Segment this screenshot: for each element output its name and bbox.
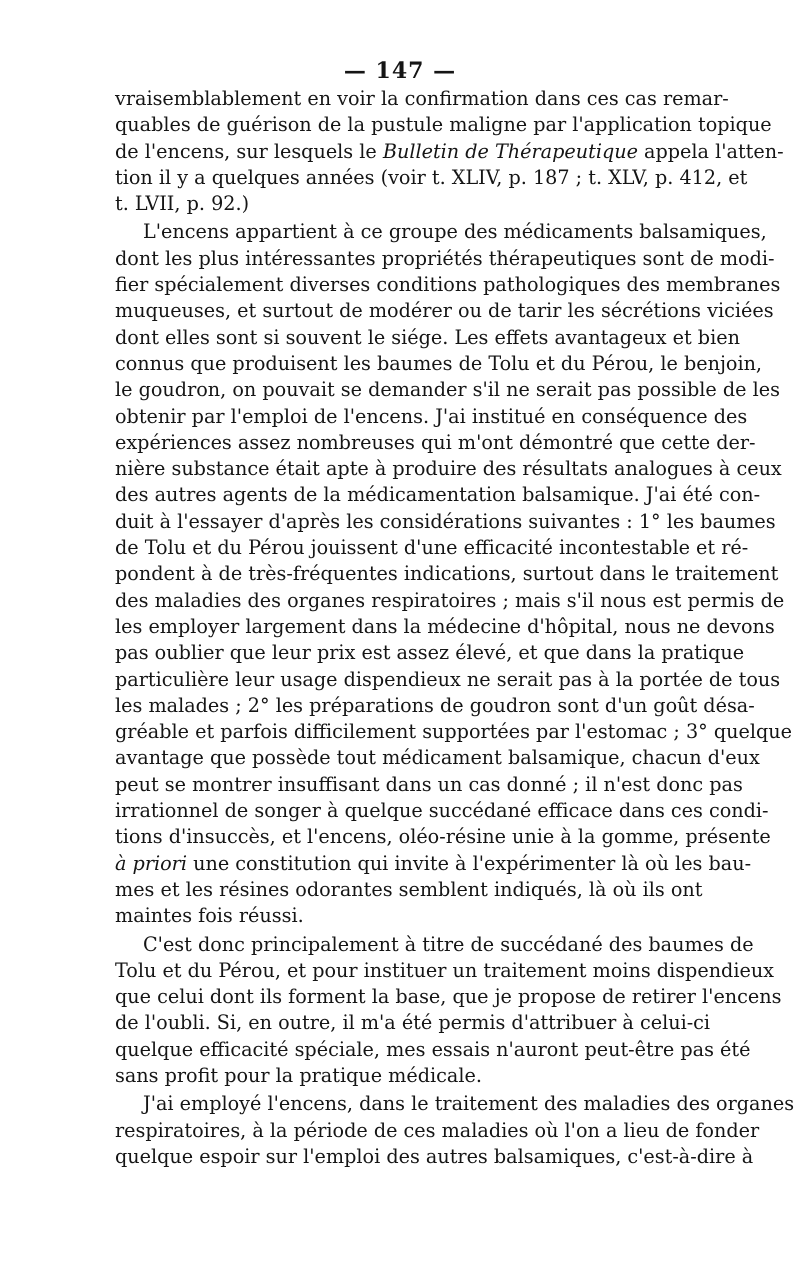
italic-text: Bulletin de Thérapeutique <box>382 139 638 163</box>
text-line: que celui dont ils forment la base, que je propose de retirer l'encens <box>115 985 782 1009</box>
body-text <box>115 86 795 1170</box>
text-line: muqueuses, et surtout de modérer ou de tarir les sécrétions viciées <box>115 299 774 323</box>
text-line: mes et les résines odorantes semblent indiqués, là où ils ont <box>115 877 703 901</box>
text-line: nière substance était apte à produire des résultats analogues à ceux <box>115 457 782 481</box>
text-run: appela l'atten- <box>637 139 784 163</box>
paragraph <box>115 1091 795 1170</box>
text-line: tion il y a quelques années (voir t. XLIV, p. 187 ; t. XLV, p. 412, et <box>115 165 748 189</box>
text-line: obtenir par l'emploi de l'encens. J'ai institué en conséquence des <box>115 404 748 428</box>
text-line: des maladies des organes respiratoires ; mais s'il nous est permis de <box>115 588 785 612</box>
paragraph <box>115 86 784 217</box>
paragraph <box>115 219 792 929</box>
text-line: connus que produisent les baumes de Tolu et du Pérou, le benjoin, <box>115 351 763 375</box>
text-line: gréable et parfois difficilement supportées par l'estomac ; 3° quelque <box>115 720 792 744</box>
text-line: J'ai employé l'encens, dans le traitement des maladies des organes <box>143 1092 795 1116</box>
text-line: les employer largement dans la médecine d'hôpital, nous ne devons <box>115 614 775 638</box>
text-line <box>115 139 784 165</box>
text-line: quelque efficacité spéciale, mes essais n'auront peut-être pas été <box>115 1037 751 1061</box>
text-line: de Tolu et du Pérou jouissent d'une efficacité incontestable et ré- <box>115 536 749 560</box>
text-line: Tolu et du Pérou, et pour instituer un traitement moins dispendieux <box>115 958 775 982</box>
text-line: dont les plus intéressantes propriétés thérapeutiques sont de modi- <box>115 246 775 270</box>
text-line: les malades ; 2° les préparations de goudron sont d'un goût désa- <box>115 693 755 717</box>
text-line: particulière leur usage dispendieux ne serait pas à la portée de tous <box>115 667 781 691</box>
text-line: pas oublier que leur prix est assez élevé, et que dans la pratique <box>115 641 745 665</box>
text-line: respiratoires, à la période de ces maladies où l'on a lieu de fonder <box>115 1118 760 1142</box>
text-line: dont elles sont si souvent le siége. Les effets avantageux et bien <box>115 325 740 349</box>
text-line: avantage que possède tout médicament balsamique, chacun d'eux <box>115 746 760 770</box>
text-line: tions d'insuccès, et l'encens, oléo-résine unie à la gomme, présente <box>115 825 771 849</box>
text-line: de l'oubli. Si, en outre, il m'a été permis d'attribuer à celui-ci <box>115 1011 711 1035</box>
paragraph <box>115 932 782 1090</box>
text-line: expériences assez nombreuses qui m'ont démontré que cette der- <box>115 430 756 454</box>
page-number: — 147 — <box>343 58 457 84</box>
text-line: duit à l'essayer d'après les considérations suivantes : 1° les baumes <box>115 509 776 533</box>
text-line <box>115 851 752 877</box>
text-line: quelque espoir sur l'emploi des autres balsamiques, c'est-à-dire à <box>115 1144 754 1168</box>
text-line: quables de guérison de la pustule maligne par l'application topique <box>115 113 772 137</box>
text-run: une constitution qui invite à l'expérimenter là où les bau- <box>187 851 752 875</box>
italic-text: à priori <box>115 851 187 875</box>
text-line: C'est donc principalement à titre de succédané des baumes de <box>143 932 754 956</box>
text-line: pondent à de très-fréquentes indications, surtout dans le traitement <box>115 562 779 586</box>
text-line: peut se montrer insuffisant dans un cas donné ; il n'est donc pas <box>115 772 743 796</box>
text-line: irrationnel de songer à quelque succédané efficace dans ces condi- <box>115 799 769 823</box>
text-line: sans profit pour la pratique médicale. <box>115 1063 482 1087</box>
text-line: vraisemblablement en voir la confirmation dans ces cas remar- <box>115 87 729 110</box>
text-line: t. LVII, p. 92.) <box>115 192 250 216</box>
text-line: L'encens appartient à ce groupe des médicaments balsamiques, <box>143 220 767 244</box>
text-line: le goudron, on pouvait se demander s'il ne serait pas possible de les <box>115 378 780 402</box>
text-line: des autres agents de la médicamentation balsamique. J'ai été con- <box>115 483 761 507</box>
text-line: maintes fois réussi. <box>115 904 304 928</box>
text-run: de l'encens, sur lesquels le <box>115 139 383 163</box>
text-line: fier spécialement diverses conditions pathologiques des membranes <box>115 273 781 297</box>
